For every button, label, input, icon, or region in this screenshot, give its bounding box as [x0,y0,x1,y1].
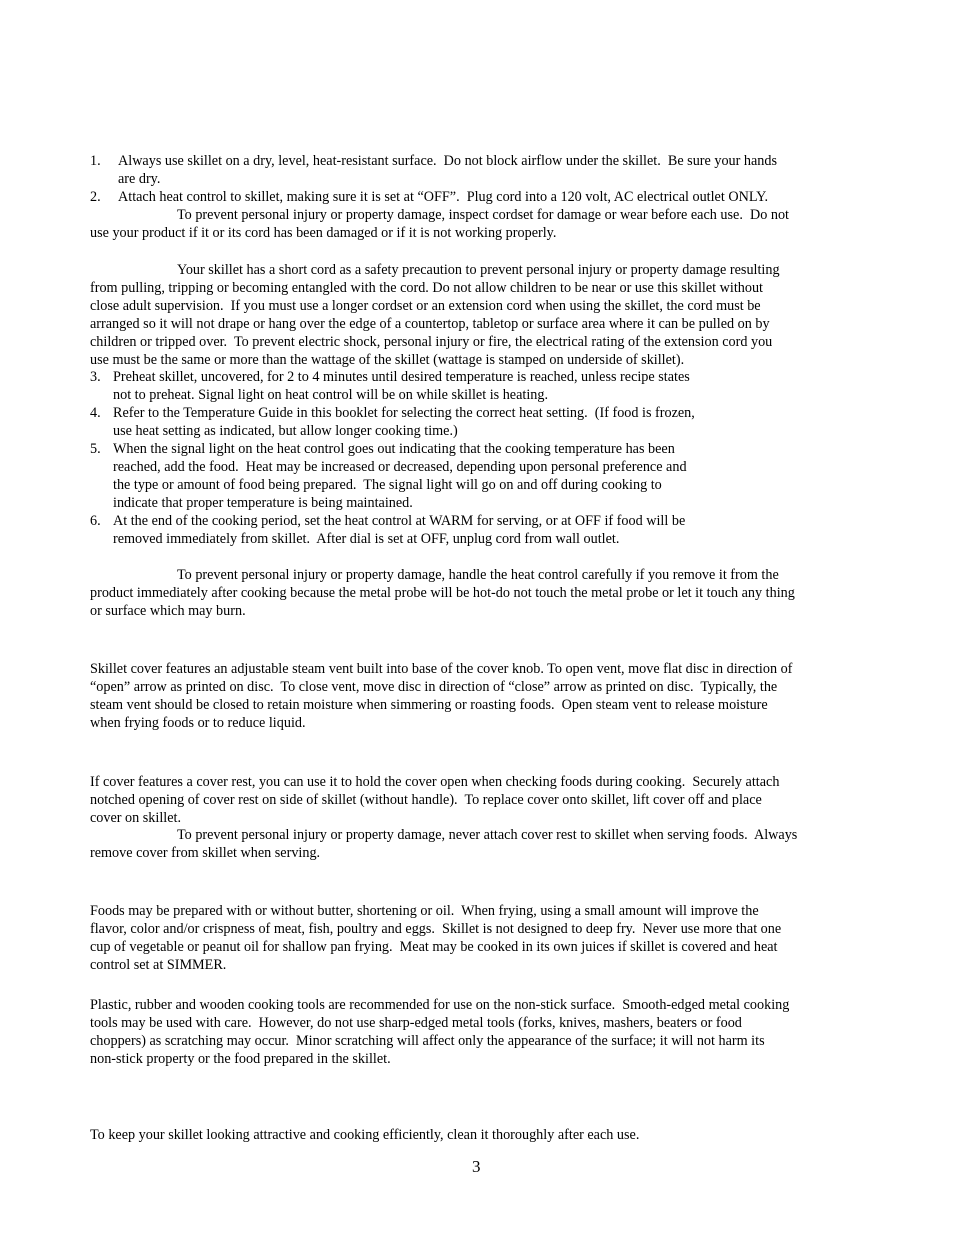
short-cord-warning-line-2: from pulling, tripping or becoming entangled with the cord. Do not allow children to be near or use this skillet without [90,280,763,296]
step-4-line-1: Refer to the Temperature Guide in this booklet for selecting the correct heat setting. (If food is frozen, [113,405,695,421]
short-cord-warning-line-4: arranged so it will not drape or hang over the edge of a countertop, tabletop or surface area where it can be pulled on by [90,316,770,332]
short-cord-warning-line-3: close adult supervision. If you must use a longer cordset or an extension cord when using the skillet, the cord must be [90,298,761,314]
foods-line-2: flavor, color and/or crispness of meat, fish, poultry and eggs. Skillet is not designed to deep fry. Never use more that one [90,921,782,937]
step-5-line-4: indicate that proper temperature is being maintained. [113,495,413,511]
cordset-warning-line-2: use your product if it or its cord has been damaged or if it is not working properly. [90,225,557,241]
short-cord-warning-line-5: children or tripped over. To prevent electric shock, personal injury or fire, the electrical rating of the extension cord you [90,334,773,350]
foods-line-4: control set at SIMMER. [90,957,227,973]
step-4-number: 4. [90,405,101,421]
cover-rest-warning-line-1: To prevent personal injury or property damage, never attach cover rest to skillet when serving foods. Always [177,827,798,843]
step-3-line-2: not to preheat. Signal light on heat control will be on while skillet is heating. [113,387,549,403]
short-cord-warning-line-1: Your skillet has a short cord as a safety precaution to prevent personal injury or property damage resulting [177,262,780,278]
step-1-line-1: Always use skillet on a dry, level, heat-resistant surface. Do not block airflow under the skillet. Be sure your hands [118,153,778,169]
cover-rest-line-1: If cover features a cover rest, you can use it to hold the cover open when checking foods during cooking. Securely attach [90,774,780,790]
step-6-line-2: removed immediately from skillet. After dial is set at OFF, unplug cord from wall outlet. [113,531,620,547]
steam-vent-line-3: steam vent should be closed to retain moisture when simmering or roasting foods. Open steam vent to release moisture [90,697,768,713]
step-4-line-2: use heat setting as indicated, but allow longer cooking time.) [113,423,458,439]
tools-line-3: choppers) as scratching may occur. Minor scratching will affect only the appearance of the surface; it will not harm its [90,1033,765,1049]
heat-control-warning-line-3: or surface which may burn. [90,603,246,619]
foods-line-3: cup of vegetable or peanut oil for shallow pan frying. Meat may be cooked in its own juices if skillet is covered and heat [90,939,778,955]
cover-rest-line-2: notched opening of cover rest on side of skillet (without handle). To replace cover onto skillet, lift cover off and place [90,792,762,808]
tools-line-2: tools may be used with care. However, do not use sharp-edged metal tools (forks, knives, mashers, beaters or food [90,1015,742,1031]
heat-control-warning-line-1: To prevent personal injury or property damage, handle the heat control carefully if you remove it from the [177,567,779,583]
step-1-line-2: are dry. [118,171,161,187]
step-2-number: 2. [90,189,101,205]
step-6-line-1: At the end of the cooking period, set the heat control at WARM for serving, or at OFF if food will be [113,513,686,529]
heat-control-warning-line-2: product immediately after cooking because the metal probe will be hot-do not touch the metal probe or let it touch any thing [90,585,795,601]
step-3-line-1: Preheat skillet, uncovered, for 2 to 4 minutes until desired temperature is reached, unless recipe states [113,369,690,385]
steam-vent-line-4: when frying foods or to reduce liquid. [90,715,306,731]
step-2-line-1: Attach heat control to skillet, making sure it is set at “OFF”. Plug cord into a 120 volt, AC electrical outlet ONLY. [118,189,769,205]
cover-rest-line-3: cover on skillet. [90,810,182,826]
foods-line-1: Foods may be prepared with or without butter, shortening or oil. When frying, using a small amount will improve the [90,903,759,919]
tools-line-4: non-stick property or the food prepared in the skillet. [90,1051,391,1067]
steam-vent-line-1: Skillet cover features an adjustable steam vent built into base of the cover knob. To open vent, move flat disc in direction of [90,661,793,677]
step-5-number: 5. [90,441,101,457]
cover-rest-warning-line-2: remove cover from skillet when serving. [90,845,321,861]
step-5-line-3: the type or amount of food being prepared. The signal light will go on and off during cooking to [113,477,662,493]
step-3-number: 3. [90,369,101,385]
step-5-line-2: reached, add the food. Heat may be increased or decreased, depending upon personal preference and [113,459,687,475]
step-5-line-1: When the signal light on the heat control goes out indicating that the cooking temperature has been [113,441,675,457]
page-number: 3 [472,1157,481,1176]
step-6-number: 6. [90,513,101,529]
steam-vent-line-2: “open” arrow as printed on disc. To close vent, move disc in direction of “close” arrow as printed on disc. Typically, the [90,679,778,695]
tools-line-1: Plastic, rubber and wooden cooking tools are recommended for use on the non-stick surface. Smooth-edged metal cooking [90,997,790,1013]
cordset-warning-line-1: To prevent personal injury or property damage, inspect cordset for damage or wear before each use. Do not [177,207,789,223]
cleaning-line-1: To keep your skillet looking attractive and cooking efficiently, clean it thoroughly after each use. [90,1127,640,1143]
step-1-number: 1. [90,153,101,169]
short-cord-warning-line-6: use must be the same or more than the wattage of the skillet (wattage is stamped on underside of skillet). [90,352,685,368]
